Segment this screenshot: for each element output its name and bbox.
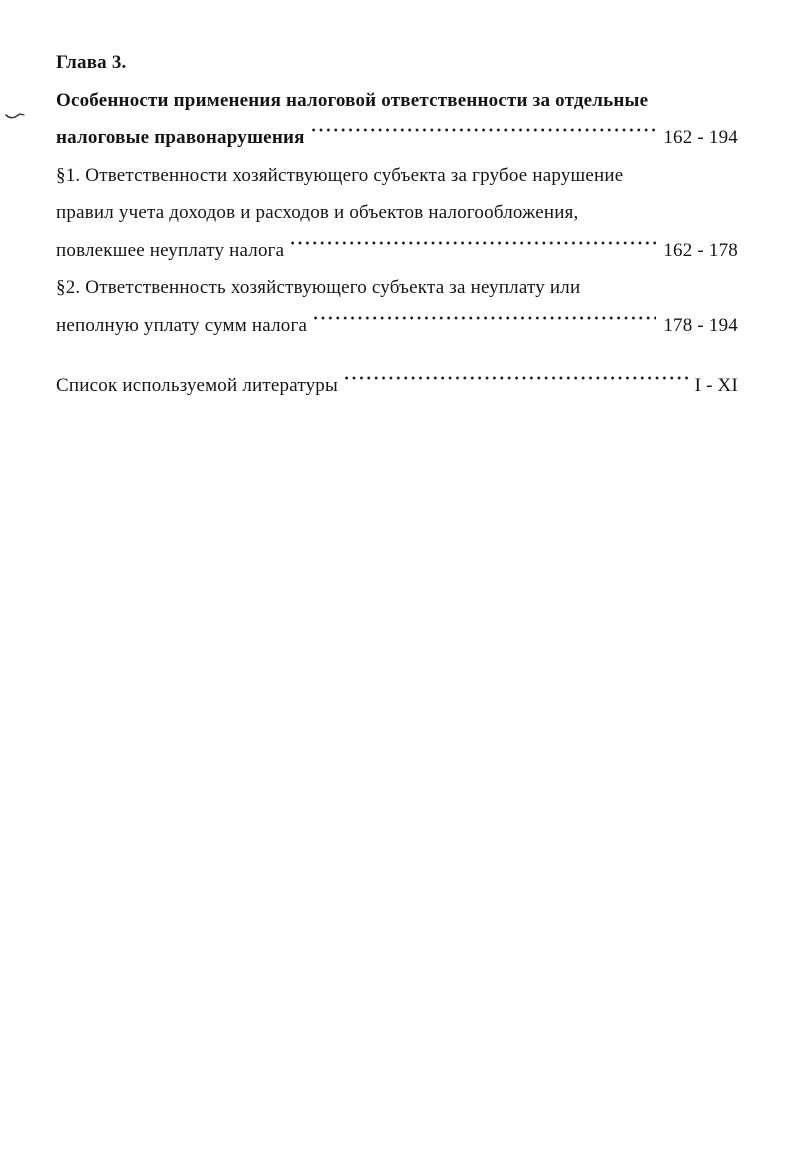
entry-para1-title-line-3: повлекшее неуплату налога [56,239,285,261]
entry-bibliography-pages: I - XI [694,375,738,396]
entry-bibliography-title: Список используемой литературы [56,375,338,396]
entry-chapter3-title-line-2: налоговые правонарушения [56,127,305,148]
entry-para2-title-line-2-row [56,307,738,345]
entry-chapter3-pages: 162 - 194 [663,127,738,148]
entry-para1-title-line-3-row [56,232,738,270]
dot-leader [307,307,663,326]
dot-leader [305,119,664,138]
entry-para1-title-line-2: правил учета доходов и расходов и объектов налогообложения, [56,202,579,223]
chapter-heading: Глава 3. [56,52,127,73]
entry-bibliography-row [56,367,738,405]
entry-chapter3-title-line-1: Особенности применения налоговой ответственности за отдельные [56,89,649,111]
entry-para2-title-line-2: неполную уплату сумм налога [56,314,308,336]
entry-para2-pages: 178 - 194 [663,314,738,336]
entry-para1-pages: 162 - 178 [663,239,738,261]
toc-content [56,44,738,405]
dot-leader [338,367,695,386]
dot-leader [284,232,663,251]
entry-para2-title-line-1: §2. Ответственность хозяйствующего субъекта за неуплату или [56,277,581,298]
entry-chapter3-title-line-2-row [56,119,738,157]
handwritten-tick-mark [3,106,33,126]
entry-para1-title-line-1: §1. Ответственности хозяйствующего субъекта за грубое нарушение [56,164,624,186]
